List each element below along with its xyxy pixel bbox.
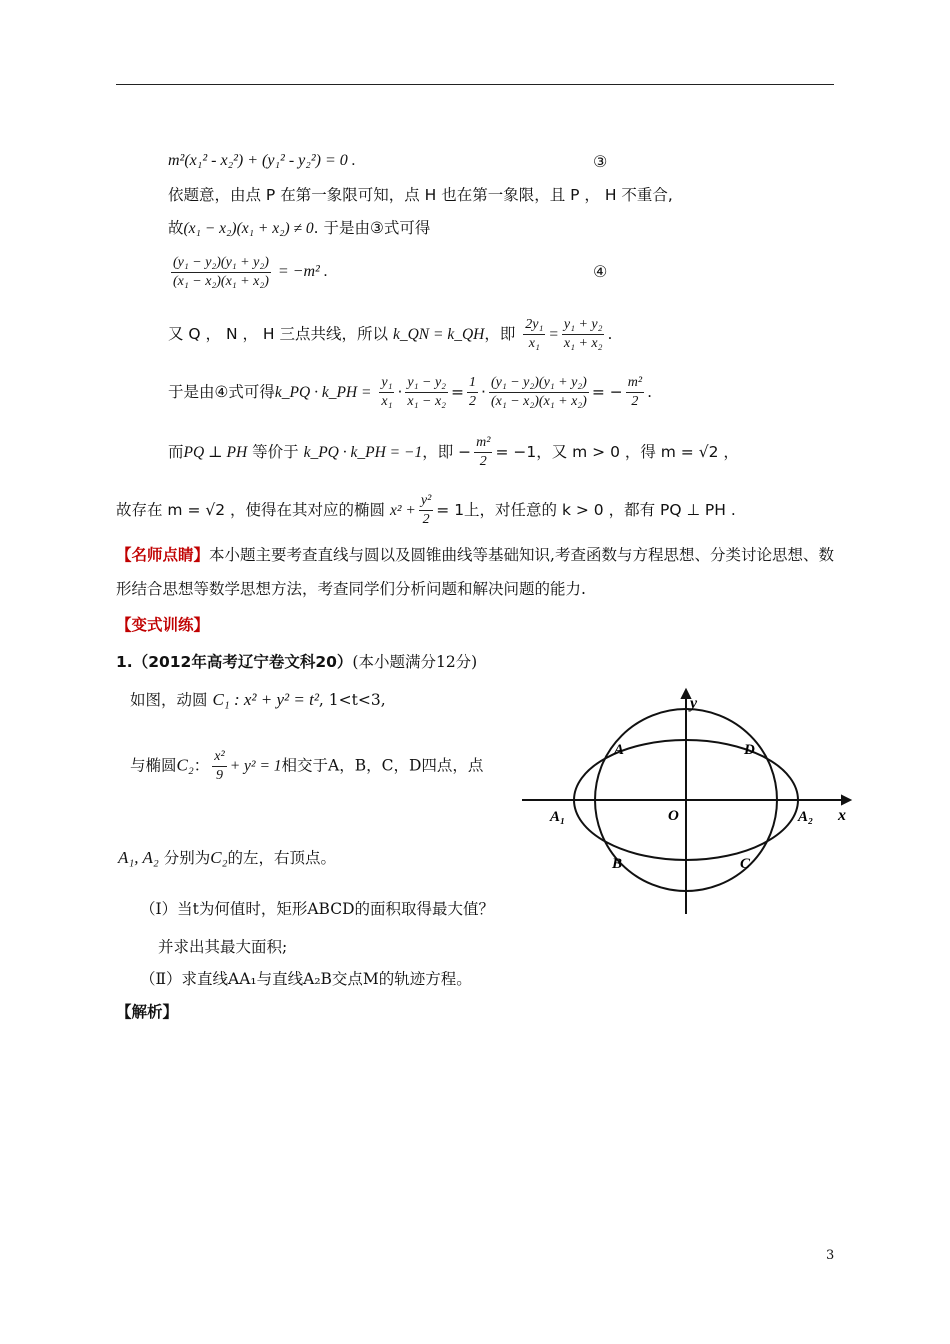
proof-conclusion-x2: x² + xyxy=(389,502,416,519)
proof-line-5-fraction-1 xyxy=(523,316,545,353)
proof-line-6-fraction-5-den: 2 xyxy=(631,394,639,409)
ellipse-fraction xyxy=(212,748,226,785)
proof-line-6-fraction-4-num: (y₁ − y₂)(y₁ + y₂) xyxy=(489,374,589,393)
proof-line-7-fraction-den: 2 xyxy=(479,454,487,469)
proof-line-6-fraction-3 xyxy=(467,374,478,411)
equation-4 xyxy=(168,254,328,291)
label-C: C xyxy=(740,856,751,872)
proof-line-5-mid: ，即 xyxy=(484,325,516,343)
proof-conclusion-fraction-den: 2 xyxy=(422,512,430,527)
proof-line-5-fraction-2-num: y₁ + y₂ xyxy=(562,316,605,335)
proof-line-6-fraction-3-den: 2 xyxy=(469,394,477,409)
equation-3-tag: ③ xyxy=(593,152,608,171)
equation-3-formula: m²(x₁² - x₂²) + (y₁² - y₂²) = 0 . xyxy=(168,152,356,169)
equation-3 xyxy=(168,152,356,170)
proof-line-6-fraction-4-den: (x₁ − x₂)(x₁ + x₂) xyxy=(490,394,587,409)
proof-line-3-formula: (x₁ − x₂)(x₁ + x₂) ≠ 0 xyxy=(183,220,314,237)
proof-line-5-fraction-2 xyxy=(562,316,605,353)
proof-line-6-fraction-4 xyxy=(489,374,589,411)
teacher-comment-text: 本小题主要考查直线与圆以及圆锥曲线等基础知识,考查函数与方程思想、分类讨论思想、数形结合思想等数学思想方法，考查同学们分析问题和解决问题的能力. xyxy=(116,546,834,598)
problem-intro xyxy=(130,688,386,710)
proof-line-7-prefix: 而 xyxy=(168,443,184,461)
proof-line-7-slope: k_PQ · k_PH = −1 xyxy=(303,444,423,461)
circle-equation: C₁ : x² + y² = t² xyxy=(212,690,319,709)
label-origin: O xyxy=(668,808,679,824)
label-A1: A₁ xyxy=(550,809,566,825)
label-D: D xyxy=(744,742,755,758)
part-1-followup: 并求出其最大面积; xyxy=(158,938,288,956)
proof-line-6-prefix: 于是由④式可得 xyxy=(168,383,275,401)
proof-conclusion-fraction xyxy=(419,492,433,529)
proof-line-5-fraction-1-num: 2y₁ xyxy=(523,316,545,335)
proof-line-3-prefix: 故 xyxy=(168,219,184,237)
part-1-question: （Ⅰ）当t为何值时，矩形ABCD的面积取得最大值？ xyxy=(140,900,495,918)
problem-number: 1. xyxy=(116,653,133,671)
proof-line-7 xyxy=(168,434,739,471)
proof-line-6-fraction-2-num: y₁ − y₂ xyxy=(405,374,448,393)
proof-line-6-fraction-2 xyxy=(405,374,448,411)
x-axis-arrow xyxy=(842,796,850,804)
proof-line-6-fraction-1 xyxy=(379,374,394,411)
problem-intro-prefix: 如图，动圆 xyxy=(130,691,208,709)
label-y: y xyxy=(690,695,698,712)
ellipse-fraction-den: 9 xyxy=(215,768,223,783)
proof-line-5-fraction-1-den: x₁ xyxy=(528,336,540,351)
vertices-c2: C₂ xyxy=(210,848,228,867)
equation-4-rhs: = −m² . xyxy=(277,263,328,281)
ellipse-name: C₂ xyxy=(176,755,194,775)
equation-4-denominator: (x₁ − x₂)(x₁ + x₂) xyxy=(173,274,269,289)
proof-line-3 xyxy=(168,216,430,238)
proof-line-7-fraction xyxy=(474,434,492,471)
proof-line-7-result: = −1，又 m > 0 ，得 m = √2 ， xyxy=(495,443,739,461)
practice-label: 【变式训练】 xyxy=(116,616,210,634)
proof-line-5-formula: k_QN = k_QH xyxy=(392,326,485,343)
proof-line-6-fraction-3-num: 1 xyxy=(467,374,478,393)
ellipse-colon: ： xyxy=(193,756,210,775)
proof-line-6-fraction-1-den: x₁ xyxy=(381,394,393,409)
ellipse-prefix: 与椭圆 xyxy=(130,756,177,775)
proof-line-7-equiv: 等价于 xyxy=(252,443,299,461)
proof-line-6-fraction-1-num: y₁ xyxy=(379,374,394,393)
proof-conclusion-prefix: 故存在 m = √2 ，使得在其对应的椭圆 xyxy=(116,501,386,519)
proof-line-7-fraction-num: m² xyxy=(474,434,492,453)
proof-line-5-prefix: 又 Q ， N ， H 三点共线，所以 xyxy=(168,325,389,343)
proof-line-5-fraction-2-den: x₁ + x₂ xyxy=(563,336,603,351)
solution-label: 【解析】 xyxy=(116,1003,179,1021)
y-axis-arrow xyxy=(682,690,690,698)
ellipse-fraction-num: x² xyxy=(212,748,226,767)
teacher-comment-label: 【名师点睛】 xyxy=(116,546,210,564)
proof-line-7-perp: PQ ⊥ PH xyxy=(183,444,248,461)
label-x: x xyxy=(838,807,846,824)
problem-ellipse xyxy=(130,748,483,785)
page-number: 3 xyxy=(826,1248,835,1263)
proof-line-6-lhs: k_PQ · k_PH = xyxy=(274,384,372,401)
proof-line-7-ie: ，即 − xyxy=(422,443,472,461)
label-A: A xyxy=(614,742,625,758)
proof-conclusion-fraction-num: y² xyxy=(419,492,433,511)
vertices-suffix: 的左，右顶点。 xyxy=(227,849,337,867)
proof-line-5: 又 Q ， N ， H 三点共线，所以 k_QN = k_QH，即 $\frac{\text{2y₁}}{\text{x₁}}$ = $\frac{\text{y₁ + y₂}}{\text{x₁ + x₂}}$ . xyxy=(168,317,613,351)
ellipse-rest: + y² = 1 xyxy=(229,757,282,775)
problem-score: (本小题满分12分) xyxy=(352,653,478,671)
equation-4-fraction xyxy=(171,254,271,291)
proof-conclusion-suffix: = 1上，对任意的 k > 0 ，都有 PQ ⊥ PH . xyxy=(436,501,736,519)
proof-line-2: 依题意，由点 P 在第一象限可知，点 H 也在第一象限，且 P ， H 不重合, xyxy=(168,186,673,204)
circle-ellipse-figure xyxy=(520,686,855,921)
teacher-comment xyxy=(116,538,834,606)
equation-4-numerator: (y₁ − y₂)(y₁ + y₂) xyxy=(171,254,271,273)
proof-line-6: 于是由④式可得k_PQ · k_PH = $\frac{\text{y₁}}{\text{x₁}}$ · $\frac{\text{y₁ − y₂}}{\text{x₁ − x₂}}$ = $\frac{1}{2}$ · $\frac{\text{(y₁ − y₂)(y₁ + y₂)}}{\text{(x₁ − x₂)(x₁ + x₂)}}$ = − $\frac{\text{m²}}{2}$ . xyxy=(168,375,652,409)
header-rule xyxy=(116,84,834,85)
proof-line-6-fraction-5-num: m² xyxy=(626,374,644,393)
proof-line-3-suffix: . 于是由③式可得 xyxy=(313,219,431,237)
label-B: B xyxy=(612,856,623,872)
problem-source: （2012年高考辽宁卷文科20） xyxy=(132,653,353,671)
vertices-text: 分别为 xyxy=(163,849,211,867)
proof-conclusion xyxy=(116,492,736,529)
problem-vertices xyxy=(118,846,336,868)
equation-4-tag: ④ xyxy=(593,262,608,281)
part-2-question: （Ⅱ）求直线AA₁与直线A₂B交点M的轨迹方程。 xyxy=(140,970,472,988)
ellipse-suffix: 相交于A，B，C，D四点，点 xyxy=(281,756,484,775)
proof-line-6-fraction-2-den: x₁ − x₂ xyxy=(407,394,447,409)
proof-line-6-fraction-5 xyxy=(626,374,644,411)
t-range: , 1<t<3, xyxy=(318,691,386,709)
problem-header xyxy=(116,650,477,672)
figure-drawing xyxy=(522,690,850,914)
vertices-symbols: A₁, A₂ xyxy=(118,848,159,867)
label-A2: A₂ xyxy=(798,809,814,825)
